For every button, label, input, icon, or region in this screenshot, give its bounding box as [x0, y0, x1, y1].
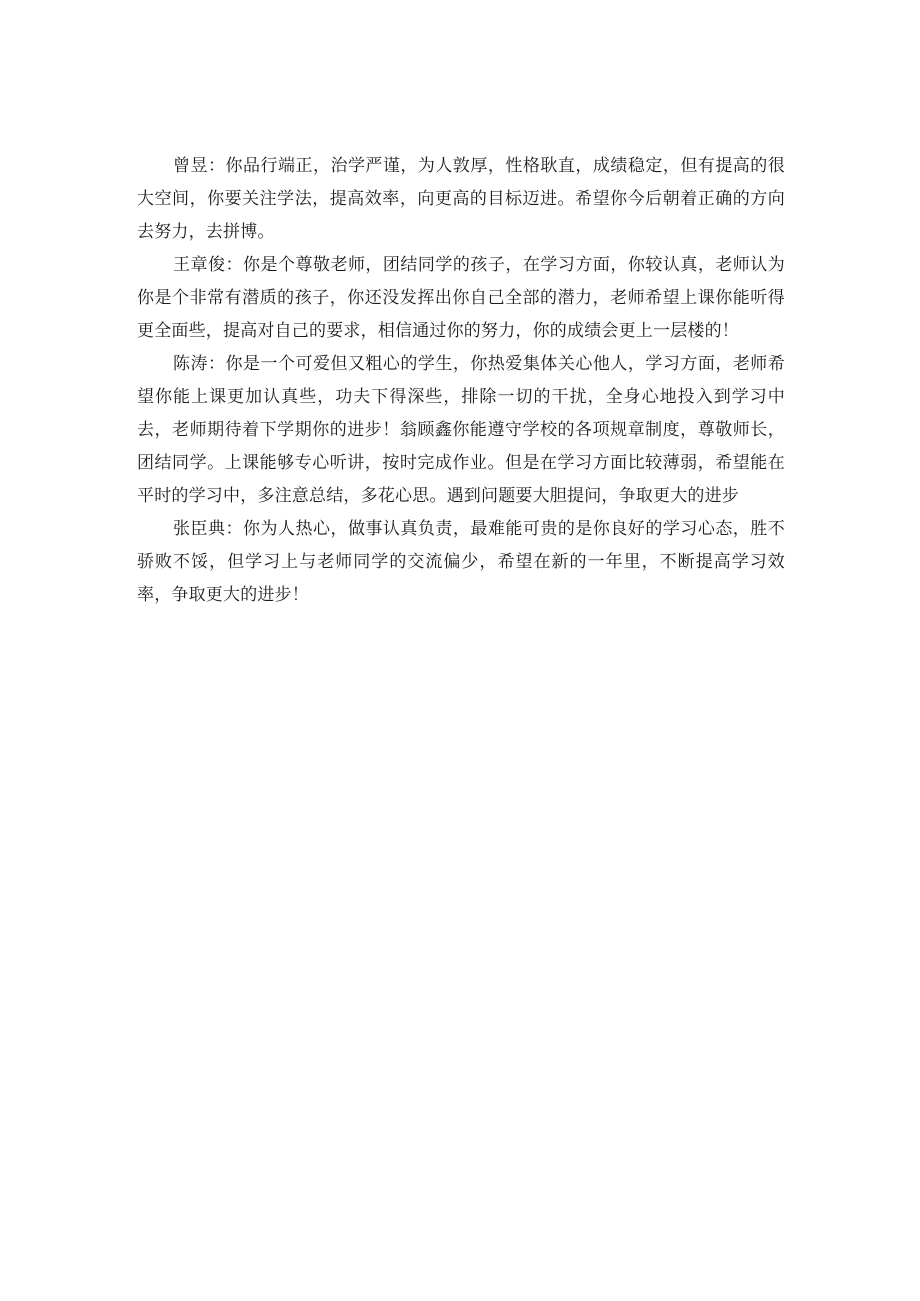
document-body — [137, 150, 785, 612]
comment-paragraph-wang-zhangjun: 王章俊：你是个尊敬老师，团结同学的孩子，在学习方面，你较认真，老师认为你是个非常有潜质的孩子，你还没发挥出你自己全部的潜力，老师希望上课你能听得更全面些，提高对自己的要求，相信通过你的努力，你的成绩会更上一层楼的！ — [137, 255, 785, 341]
comment-paragraph-zhang-chendian: 张臣典：你为人热心，做事认真负责，最难能可贵的是你良好的学习心态，胜不骄败不馁，但学习上与老师同学的交流偏少，希望在新的一年里，不断提高学习效率，争取更大的进步！ — [137, 519, 785, 605]
comment-paragraph-chen-tao: 陈涛：你是一个可爱但又粗心的学生，你热爱集体关心他人，学习方面，老师希望你能上课更加认真些，功夫下得深些，排除一切的干扰，全身心地投入到学习中去，老师期待着下学期你的进步！翁顾鑫你能遵守学校的各项规章制度，尊敬师长，团结同学。上课能够专心听讲，按时完成作业。但是在学习方面比较薄弱，希望能在平时的学习中，多注意总结，多花心思。遇到问题要大胆提问，争取更大的进步 — [137, 354, 785, 506]
comment-paragraph-zeng-yu: 曾昱：你品行端正，治学严谨，为人敦厚，性格耿直，成绩稳定，但有提高的很大空间，你要关注学法，提高效率，向更高的目标迈进。希望你今后朝着正确的方向去努力，去拼博。 — [137, 156, 785, 242]
